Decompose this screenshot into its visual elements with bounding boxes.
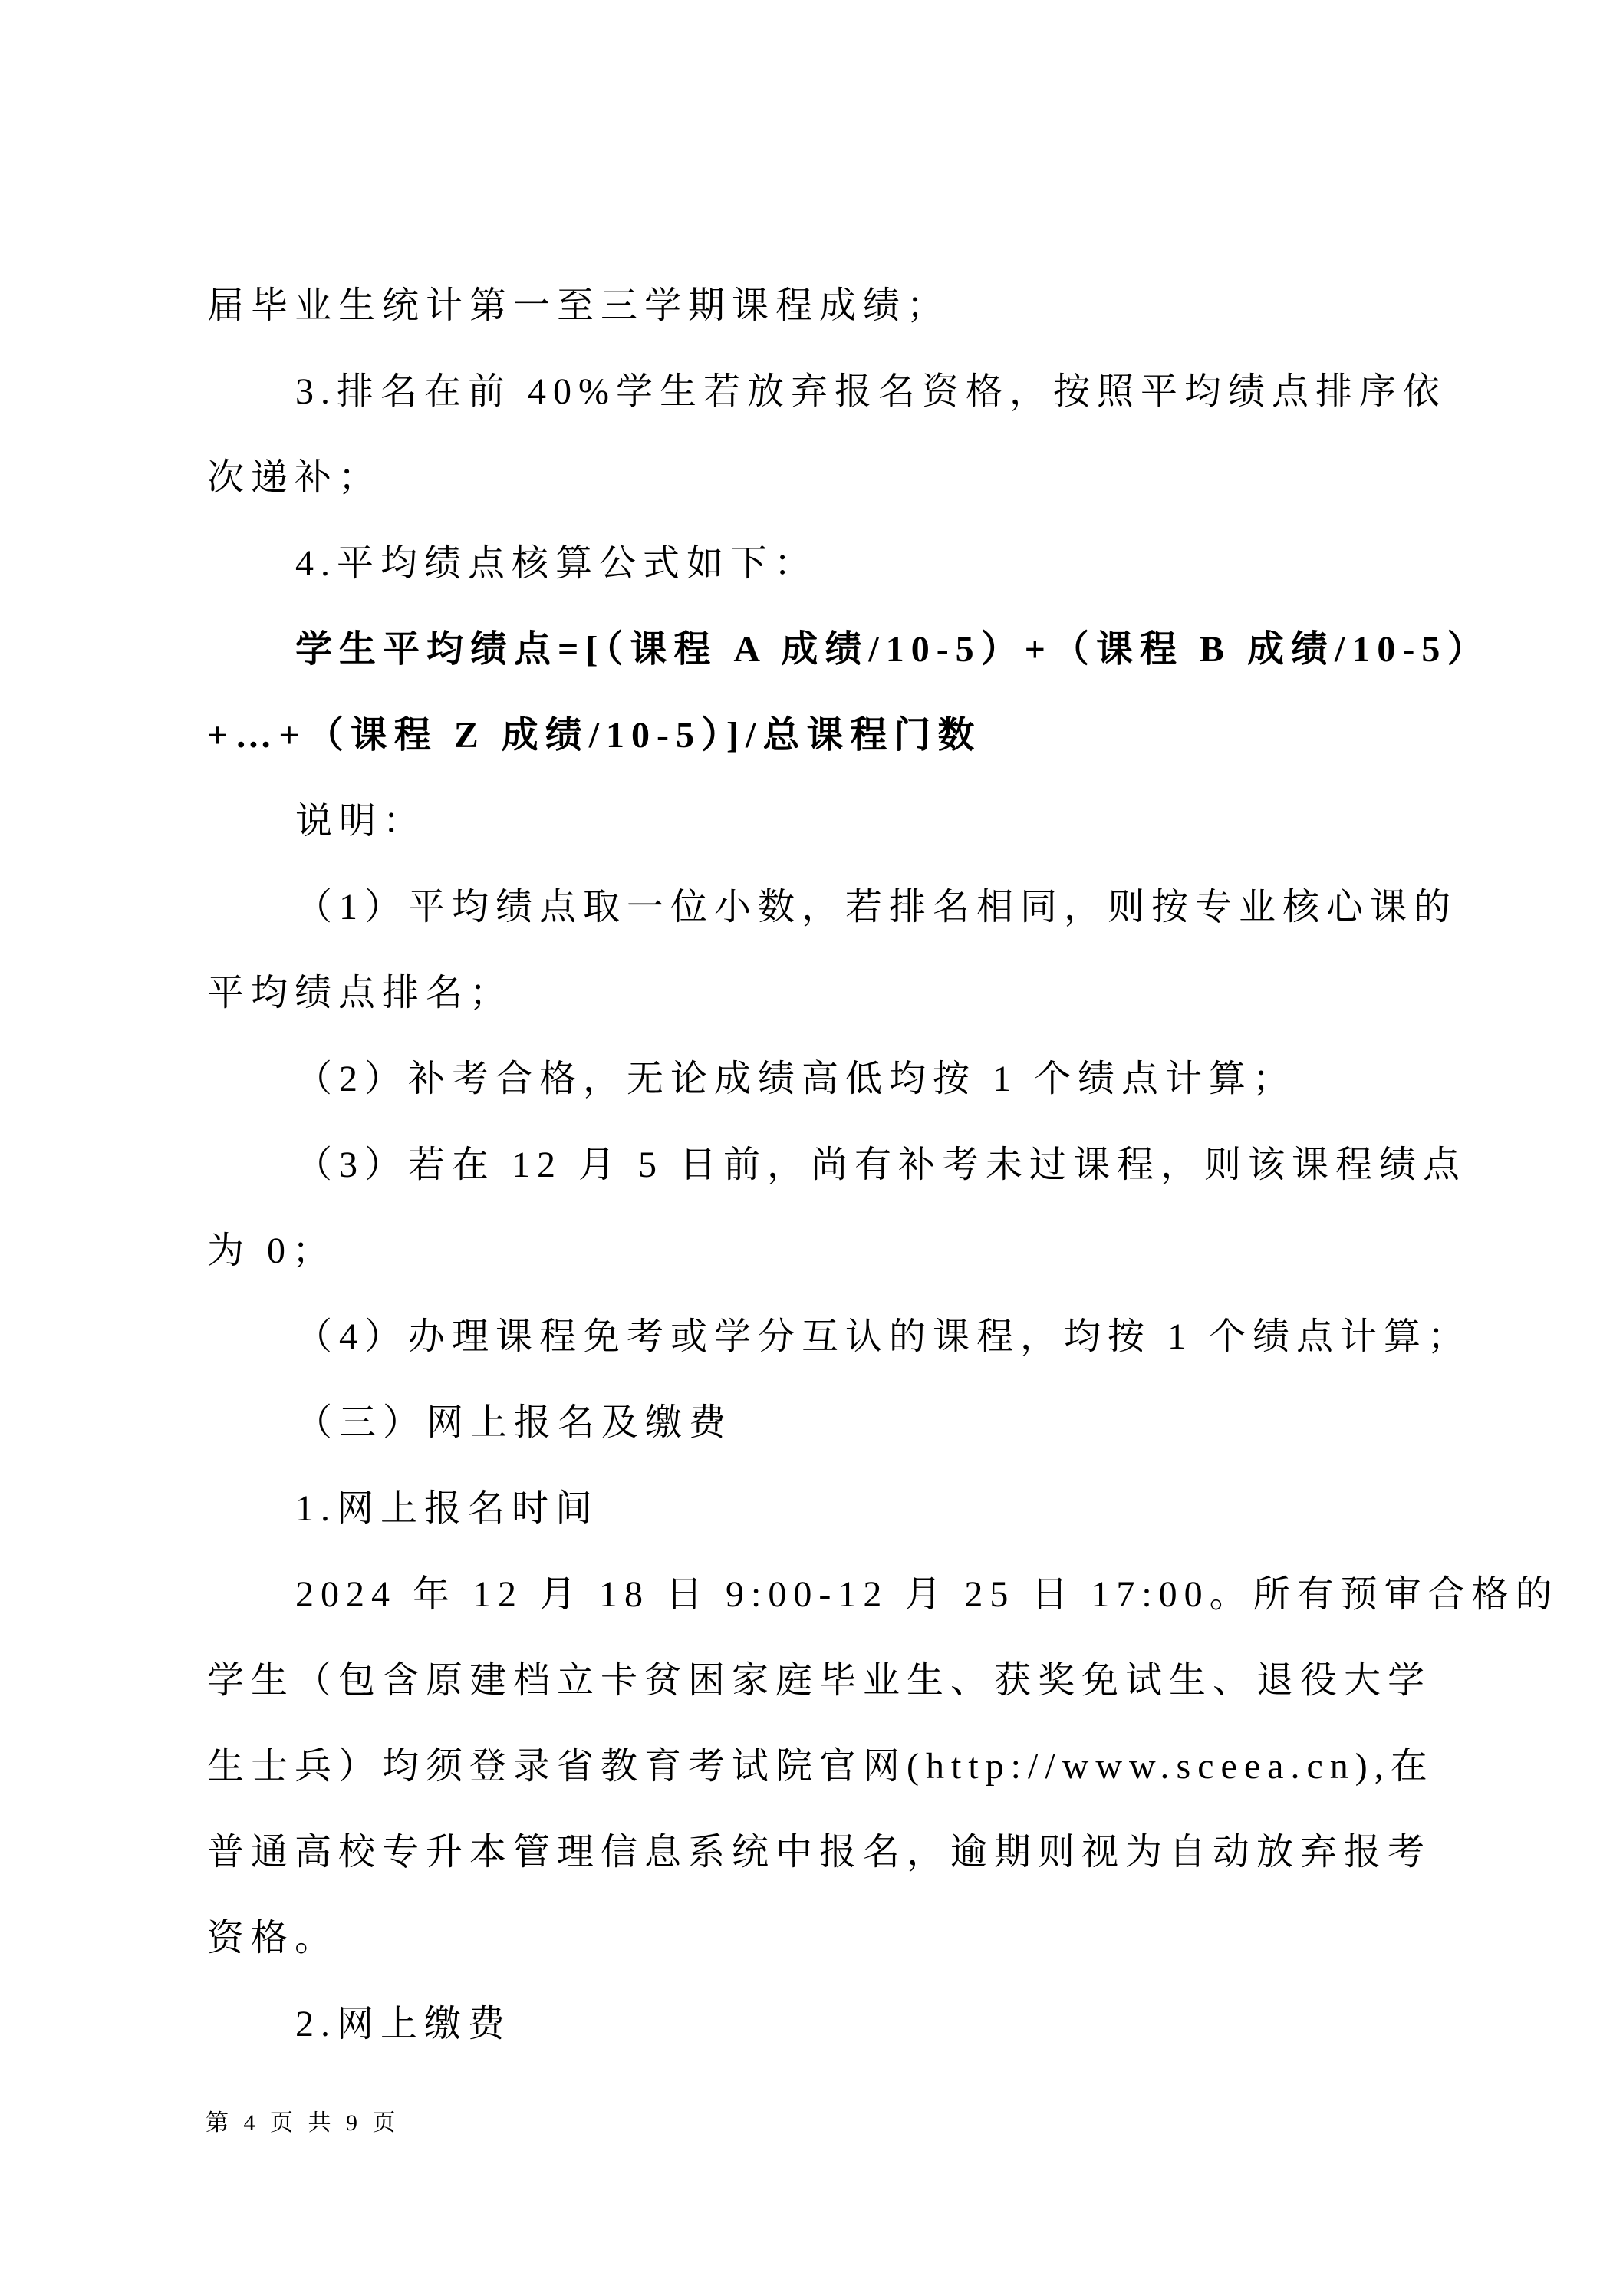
text-line: 2.网上缴费 [295, 2004, 512, 2044]
text-line: （三）网上报名及缴费 [295, 1402, 733, 1443]
text-line: （3）若在 12 月 5 日前，尚有补考未过课程，则该课程绩点 [295, 1145, 1467, 1185]
text-line: （2）补考合格，无论成绩高低均按 1 个绩点计算； [295, 1059, 1297, 1099]
text-line: 1.网上报名时间 [295, 1488, 600, 1529]
document-body [207, 263, 1559, 2067]
text-line: 平均绩点排名； [207, 973, 514, 1013]
text-line: 为 0； [207, 1230, 337, 1271]
text-line: （1）平均绩点取一位小数，若排名相同，则按专业核心课的 [295, 887, 1458, 927]
text-line: 普通高校专升本管理信息系统中报名，逾期则视为自动放弃报考 [207, 1832, 1432, 1873]
text-line: 4.平均绩点核算公式如下： [295, 543, 818, 584]
text-line: +…+（课程 Z 成绩/10-5）]/总课程门数 [207, 715, 982, 756]
text-line: 3.排名在前 40%学生若放弃报名资格，按照平均绩点排序依 [295, 371, 1447, 412]
text-line: 资格。 [207, 1918, 339, 1958]
text-line: 届毕业生统计第一至三学期课程成绩； [207, 285, 951, 326]
text-line: 2024 年 12 月 18 日 9:00-12 月 25 日 17:00。所有预审合格的 [295, 1574, 1559, 1615]
text-line: 生士兵）均须登录省教育考试院官网(http://www.sceea.cn),在 [207, 1746, 1434, 1787]
page-footer: 第 4 页 共 9 页 [206, 2110, 400, 2136]
text-line: 次递补； [207, 457, 383, 498]
text-line: 学生（包含原建档立卡贫困家庭毕业生、获奖免试生、退役大学 [207, 1660, 1432, 1701]
text-line: （4）办理课程免考或学分互认的课程，均按 1 个绩点计算； [295, 1316, 1472, 1357]
text-line: 学生平均绩点=[（课程 A 成绩/10-5）+（课程 B 成绩/10-5） [295, 629, 1491, 670]
text-line: 说明： [295, 801, 427, 842]
